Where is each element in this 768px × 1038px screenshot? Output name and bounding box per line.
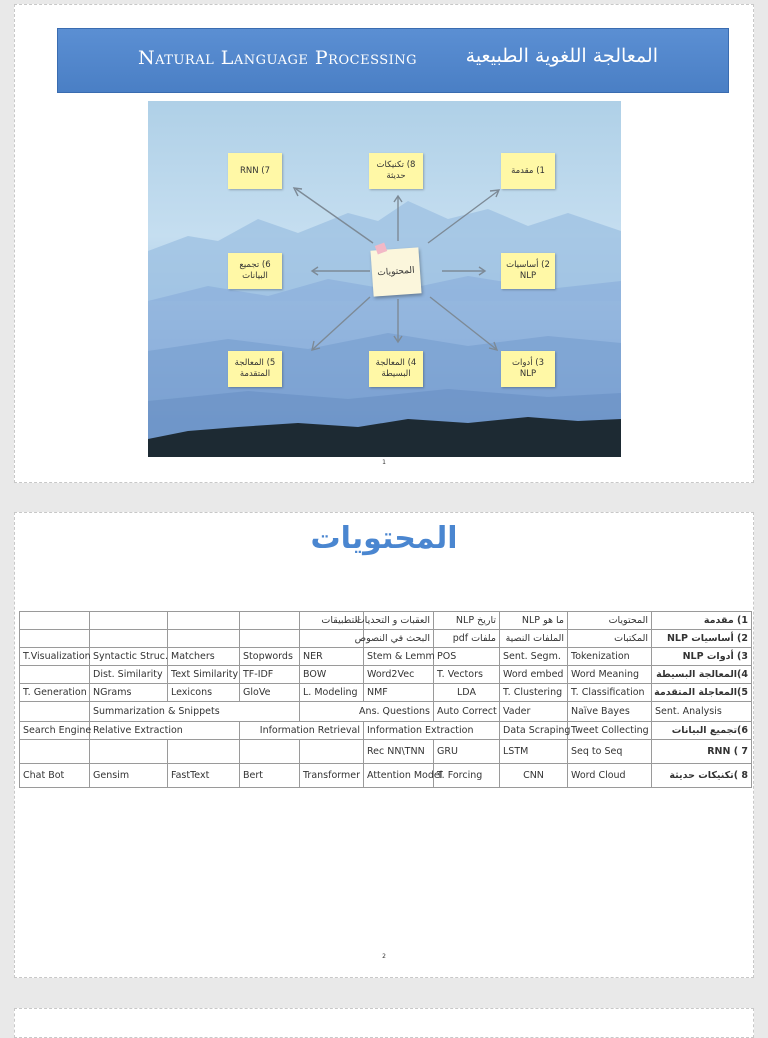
table-row [20, 612, 752, 630]
table-cell: Chat Bot [20, 764, 90, 788]
table-cell: Seq to Seq [568, 740, 652, 764]
table-cell: Relative Extraction [90, 722, 240, 740]
note-rnn: RNN (7 [228, 153, 282, 189]
page-number: 1 [382, 459, 386, 466]
title-english: Natural Language Processing [138, 47, 418, 69]
table-cell: CNN [500, 764, 568, 788]
table-cell: الملفات النصية [500, 630, 568, 648]
table-cell: NGrams [90, 684, 168, 702]
table-cell: Information Extraction [364, 722, 500, 740]
table-cell: المحتويات [568, 612, 652, 630]
table-cell: Bert [240, 764, 300, 788]
table-cell: Vader [500, 702, 568, 722]
table-cell: ملفات pdf [434, 630, 500, 648]
table-cell: Word Meaning [568, 666, 652, 684]
table-cell: BOW [300, 666, 364, 684]
slide-page-3 [14, 1008, 754, 1038]
contents-diagram [148, 101, 621, 457]
table-cell: Matchers [168, 648, 240, 666]
table-cell: التطبيقات [300, 612, 364, 630]
table-row [20, 702, 752, 722]
slide-page-2 [14, 512, 754, 978]
table-cell: POS [434, 648, 500, 666]
note-simple-processing: 4) المعالجة البسيطة [369, 351, 423, 387]
table-cell: NER [300, 648, 364, 666]
table-cell: Information Retrieval [240, 722, 364, 740]
table-cell: NMF [364, 684, 434, 702]
page-number: 2 [382, 953, 386, 960]
table-cell: FastText [168, 764, 240, 788]
table-cell: Auto Correct [434, 702, 500, 722]
section-label: 3) أدوات NLP [652, 648, 752, 666]
table-cell: Stem & Lemm [364, 648, 434, 666]
table-cell: Gensim [90, 764, 168, 788]
table-cell: Transformer [300, 764, 364, 788]
table-cell: Dist. Similarity [90, 666, 168, 684]
table-cell: T.Visualization [20, 648, 90, 666]
note-modern-techniques: 8) تكنيكات حديثة [369, 153, 423, 189]
table-cell: Ans. Questions [300, 702, 434, 722]
table-cell: GRU [434, 740, 500, 764]
table-row [20, 764, 752, 788]
note-nlp-basics: 2) أساسيات NLP [501, 253, 555, 289]
table-cell: البحث في النصوص [364, 630, 434, 648]
section-label: 1) مقدمة [652, 612, 752, 630]
table-cell: Word Cloud [568, 764, 652, 788]
table-row [20, 722, 752, 740]
table-cell: L. Modeling [300, 684, 364, 702]
table-cell: ما هو NLP [500, 612, 568, 630]
title-arabic: المعالجة اللغوية الطبيعية [465, 45, 658, 67]
table-cell: تاريخ NLP [434, 612, 500, 630]
table-cell: T. Forcing [434, 764, 500, 788]
section-label: 8 )تكنيكات حديثة [652, 764, 752, 788]
section-label: RNN ( 7 [652, 740, 752, 764]
table-cell: GloVe [240, 684, 300, 702]
table-cell: Naïve Bayes [568, 702, 652, 722]
note-data-collection: 6) تجميع البيانات [228, 253, 282, 289]
table-row [20, 630, 752, 648]
table-cell: Search Engine [20, 722, 90, 740]
table-cell: Sent. Segm. [500, 648, 568, 666]
table-cell: Data Scraping [500, 722, 568, 740]
table-cell: Sent. Analysis [652, 702, 752, 722]
contents-heading: المحتويات [310, 521, 458, 556]
note-contents-center: المحتويات [370, 247, 421, 296]
section-label: 6)تجميع البيانات [652, 722, 752, 740]
table-cell: T. Generation [20, 684, 90, 702]
slide-page-1 [14, 4, 754, 483]
table-cell: العقبات و التحديات [364, 612, 434, 630]
table-row [20, 666, 752, 684]
table-cell: TF-IDF [240, 666, 300, 684]
table-cell: المكتبات [568, 630, 652, 648]
section-label: 5)المعاجلة المتقدمة [652, 684, 752, 702]
table-cell: T. Classification [568, 684, 652, 702]
contents-table [19, 611, 752, 788]
table-cell: Tokenization [568, 648, 652, 666]
table-cell: LSTM [500, 740, 568, 764]
table-cell: Word embed [500, 666, 568, 684]
table-cell: Stopwords [240, 648, 300, 666]
table-cell: Text Similarity [168, 666, 240, 684]
table-cell: Attention Model [364, 764, 434, 788]
note-advanced-processing: 5) المعالجة المتقدمة [228, 351, 282, 387]
table-cell: Lexicons [168, 684, 240, 702]
note-introduction: 1) مقدمة [501, 153, 555, 189]
table-cell: Tweet Collecting [568, 722, 652, 740]
table-cell: Rec NN\TNN [364, 740, 434, 764]
table-cell: Summarization & Snippets [90, 702, 300, 722]
table-row [20, 740, 752, 764]
table-cell: Syntactic Struc. [90, 648, 168, 666]
table-row [20, 648, 752, 666]
section-label: 4)المعالجة البسيطة [652, 666, 752, 684]
table-cell: T. Vectors [434, 666, 500, 684]
table-cell: T. Clustering [500, 684, 568, 702]
section-label: 2) أساسيات NLP [652, 630, 752, 648]
note-nlp-tools: 3) أدوات NLP [501, 351, 555, 387]
title-banner [57, 28, 729, 93]
table-cell: LDA [434, 684, 500, 702]
table-cell: Word2Vec [364, 666, 434, 684]
table-row [20, 684, 752, 702]
